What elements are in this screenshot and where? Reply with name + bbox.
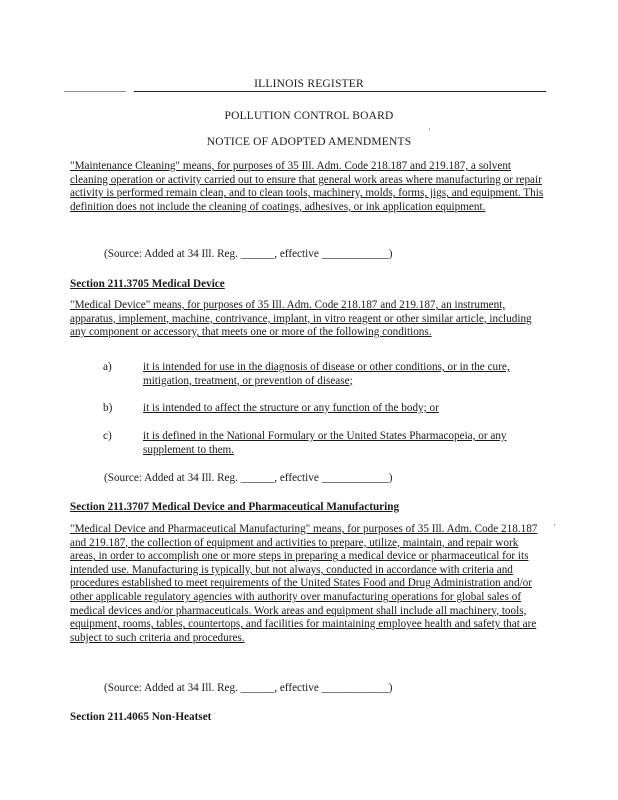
condition-a-label: a) bbox=[103, 361, 112, 373]
pharma-source-note: (Source: Added at 34 Ill. Reg. ______, effective ____________) bbox=[104, 682, 393, 694]
section-3705-heading: Section 211.3705 Medical Device bbox=[70, 278, 225, 290]
condition-c-label: c) bbox=[103, 430, 112, 442]
condition-c-text: it is defined in the National Formulary or the United States Pharmacopeia, or any supplement to them. bbox=[143, 430, 507, 456]
notice-title: NOTICE OF ADOPTED AMENDMENTS bbox=[206, 136, 412, 148]
maintenance-source-note: (Source: Added at 34 Ill. Reg. ______, effective ____________) bbox=[104, 248, 393, 260]
header-rule-left bbox=[64, 91, 126, 92]
maintenance-cleaning-definition: "Maintenance Cleaning" means, for purposes of 35 Ill. Adm. Code 218.187 and 219.187, a solvent cleaning operation or activity carried out to ensure that general work areas where manufacturing or repair activity is performed remain clean, and to clean tools, machinery, molds, forms, jigs, and equipment. This definition does not include the cleaning of coatings, adhesives, or ink application equipment. bbox=[70, 160, 544, 213]
section-4065-heading: Section 211.4065 Non-Heatset bbox=[70, 711, 212, 723]
condition-a-text: it is intended for use in the diagnosis of disease or other conditions, or in the cure, mitigation, treatment, or prevention of disease; bbox=[143, 361, 510, 387]
medical-device-definition: "Medical Device" means, for purposes of 35 Ill. Adm. Code 218.187 and 219.187, an instrument, apparatus, implement, machine, contrivance, implant, in vitro reagent or other similar article, including any component or accessory, that meets one or more of the following conditions. bbox=[70, 299, 532, 339]
board-title: POLLUTION CONTROL BOARD bbox=[224, 110, 394, 122]
header-rule-right bbox=[134, 91, 546, 92]
register-title: ILLINOIS REGISTER bbox=[254, 78, 364, 90]
condition-b-label: b) bbox=[103, 402, 113, 414]
margin-mark: · bbox=[553, 520, 556, 530]
medical-device-source-note: (Source: Added at 34 Ill. Reg. ______, effective ____________) bbox=[104, 472, 393, 484]
section-3707-heading: Section 211.3707 Medical Device and Pharmaceutical Manufacturing bbox=[70, 501, 400, 513]
condition-b-text: it is intended to affect the structure or any function of the body; or bbox=[143, 402, 439, 414]
margin-mark: · bbox=[428, 124, 431, 134]
pharmaceutical-manufacturing-definition: "Medical Device and Pharmaceutical Manufacturing" means, for purposes of 35 Ill. Adm. Code 218.187 and 219.187, the collection of equipment and activities to prepare, utilize, maintain, and repair work areas, in order to accomplish one or more steps in preparing a medical device or pharmaceutical for its intended use. Manufacturing is typically, but not always, conducted in accordance with criteria and procedures established to meet requirements of the United States Food and Drug Administration and/or other applicable regulatory agencies with authority over manufacturing operations for global sales of medical devices and/or pharmaceuticals. Work areas and equipment shall include all machinery, tools, equipment, rooms, tables, countertops, and facilities for maintaining employee health and safety that are subject to such criteria and procedures. bbox=[70, 523, 538, 644]
